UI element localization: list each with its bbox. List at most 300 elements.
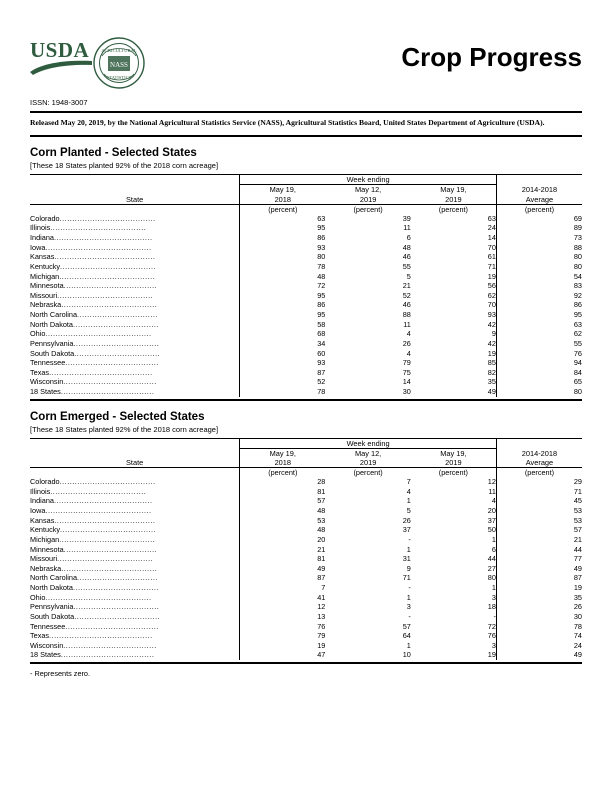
value-cell: 52 — [240, 377, 326, 387]
value-cell: 78 — [240, 262, 326, 272]
value-cell: 35 — [487, 377, 496, 387]
value-cell: 68 — [240, 329, 326, 339]
total-label: 18 States — [30, 387, 61, 396]
state-name-cell — [30, 310, 240, 320]
value-cell: 53 — [240, 516, 326, 526]
leader-dots: .......................................... — [45, 592, 152, 602]
value-cell: 14 — [487, 233, 496, 242]
value-cell: 4 — [406, 348, 411, 358]
state-name: Wisconsin — [30, 377, 64, 387]
table-row — [30, 358, 582, 368]
col-header-average — [496, 175, 582, 205]
value-cell: 64 — [402, 631, 411, 641]
leader-dots: .......................................... — [45, 242, 152, 252]
section-title: Corn Emerged - Selected States — [30, 410, 205, 423]
table-row — [30, 310, 582, 320]
table-row — [30, 506, 582, 516]
leader-dots: ..................................... — [60, 387, 155, 396]
value-cell: 30 — [496, 612, 582, 622]
svg-text:AGRICULTURAL: AGRICULTURAL — [101, 48, 137, 53]
state-name: Indiana — [30, 233, 54, 242]
svg-text:NASS: NASS — [110, 61, 128, 69]
state-name: Tennessee — [30, 621, 66, 631]
value-cell: 48 — [240, 525, 326, 535]
leader-dots: ..................................... — [63, 377, 157, 387]
state-name: Indiana — [30, 496, 54, 506]
value-cell: 55 — [402, 261, 411, 271]
table-row — [30, 602, 582, 612]
value-cell: 18 — [487, 602, 496, 612]
state-name: Missouri — [30, 554, 58, 564]
col-header-line2: 2019 — [359, 194, 377, 204]
value-cell: 72 — [487, 621, 496, 631]
value-cell: 93 — [487, 310, 496, 319]
value-cell: 93 — [240, 243, 326, 253]
leader-dots: .................................. — [73, 319, 159, 329]
table-row — [30, 545, 582, 555]
header-rule-bottom — [30, 135, 582, 137]
state-name-cell — [30, 291, 240, 301]
value-cell: 62 — [496, 329, 582, 339]
col-header-line2: 2019 — [359, 457, 377, 467]
svg-text:STATISTICS: STATISTICS — [106, 75, 132, 80]
value-cell: 1 — [491, 534, 496, 544]
state-name: Pennsylvania — [30, 338, 74, 348]
col-header-week-ending: Week ending — [240, 175, 497, 185]
leader-dots: ...................................... — [61, 563, 158, 573]
value-cell: 1 — [406, 592, 411, 602]
unit-row — [30, 204, 582, 214]
value-cell: 63 — [487, 213, 496, 223]
value-cell: 29 — [496, 477, 582, 487]
table-row — [30, 272, 582, 282]
col-header-line2: 2019 — [445, 194, 462, 204]
value-cell: 69 — [496, 214, 582, 224]
value-cell: 45 — [496, 496, 582, 506]
state-name: Michigan — [30, 271, 60, 281]
value-cell: 5 — [406, 506, 411, 515]
col-header-week-ending: Week ending — [240, 438, 497, 448]
table-rule-bottom — [30, 399, 582, 401]
table-row — [30, 214, 582, 224]
value-cell: 35 — [496, 593, 582, 603]
state-name-cell — [30, 573, 240, 583]
value-cell: 46 — [402, 300, 411, 310]
section-note: [These 18 States planted 92% of the 2018 corn acreage] — [30, 424, 219, 434]
state-name: Ohio — [30, 592, 46, 602]
footnote: - Represents zero. — [30, 669, 91, 678]
corn-emerged-total — [30, 650, 582, 660]
usda-swoosh-icon — [30, 60, 92, 76]
table-row — [30, 535, 582, 545]
total-value-cell: 47 — [240, 650, 326, 660]
state-name-cell — [30, 631, 240, 641]
leader-dots: ..................................... — [60, 650, 155, 660]
value-cell: 44 — [496, 545, 582, 555]
state-name-cell — [30, 583, 240, 593]
state-name-cell — [30, 243, 240, 253]
unit-blank — [30, 204, 240, 214]
state-name-cell — [30, 506, 240, 516]
corn-planted-table — [30, 174, 582, 396]
col-header-line1: May 19, — [269, 448, 296, 458]
state-name: Illinois — [30, 223, 51, 233]
value-cell: 42 — [487, 319, 496, 329]
col-header-state: State — [30, 175, 240, 205]
value-cell: 37 — [487, 515, 496, 525]
state-name: Colorado — [30, 477, 60, 487]
leader-dots: ...................................... — [59, 271, 156, 281]
value-cell: 71 — [402, 573, 411, 583]
value-cell: 3 — [491, 592, 496, 602]
value-cell: 70 — [487, 300, 496, 310]
leader-dots: .................................. — [73, 602, 160, 612]
table-row — [30, 573, 582, 583]
table-row — [30, 377, 582, 387]
state-name-cell — [30, 593, 240, 603]
state-name: Minnesota — [30, 544, 64, 554]
table-row — [30, 631, 582, 641]
value-cell: 95 — [496, 310, 582, 320]
value-cell: 80 — [496, 252, 582, 262]
col-header-line1: May 19, — [440, 185, 467, 195]
table-row — [30, 339, 582, 349]
value-cell: 79 — [240, 631, 326, 641]
total-value-cell: 19 — [487, 650, 496, 660]
value-cell: 41 — [240, 593, 326, 603]
average-line-1: 2014-2018 — [521, 448, 558, 458]
value-cell: 57 — [402, 621, 411, 631]
leader-dots: ......................................... — [49, 631, 153, 641]
value-cell: 26 — [402, 338, 411, 348]
state-name: Iowa — [30, 242, 46, 252]
state-name-cell — [30, 535, 240, 545]
value-cell: 24 — [496, 641, 582, 651]
table-row — [30, 641, 582, 651]
value-cell: 42 — [487, 338, 496, 348]
leader-dots: .................................. — [74, 348, 161, 358]
value-cell: 7 — [240, 583, 326, 593]
value-cell: 19 — [487, 348, 496, 358]
unit-cell: (percent) — [496, 204, 582, 214]
value-cell: 31 — [402, 554, 411, 564]
total-value-cell: 80 — [496, 387, 582, 397]
col-header-line2: 2018 — [274, 194, 292, 204]
value-cell: 74 — [496, 631, 582, 641]
value-cell: 28 — [240, 477, 326, 487]
unit-cell: (percent) — [438, 204, 468, 214]
state-name-cell — [30, 612, 240, 622]
col-header-average — [496, 438, 582, 468]
total-value-cell: 10 — [402, 650, 411, 660]
state-name-cell — [30, 477, 240, 487]
state-name-cell — [30, 641, 240, 651]
state-name-cell — [30, 545, 240, 555]
unit-row — [30, 468, 582, 478]
value-cell: 65 — [496, 377, 582, 387]
value-cell: 86 — [496, 300, 582, 310]
table-row — [30, 496, 582, 506]
value-cell: - — [408, 583, 411, 592]
value-cell: 76 — [496, 349, 582, 359]
unit-cell: (percent) — [240, 204, 326, 214]
unit-blank — [30, 468, 240, 478]
release-statement: Released May 20, 2019, by the National Agricultural Statistics Service (NASS), Agricultural Statistics Board, United States Department of Agriculture (USDA). — [30, 118, 545, 127]
leader-dots: ....................................... — [53, 233, 153, 242]
value-cell: 70 — [487, 242, 496, 252]
state-name-cell — [30, 368, 240, 378]
unit-cell: (percent) — [496, 468, 582, 478]
value-cell: 21 — [240, 545, 326, 555]
value-cell: 78 — [496, 622, 582, 632]
total-value-cell: 49 — [496, 650, 582, 660]
state-name: Kansas — [30, 252, 55, 262]
state-name: Texas — [30, 367, 50, 377]
state-name-cell — [30, 564, 240, 574]
value-cell: 80 — [240, 252, 326, 262]
value-cell: 84 — [496, 368, 582, 378]
value-cell: 50 — [487, 525, 496, 535]
value-cell: 20 — [487, 506, 496, 515]
value-cell: 88 — [402, 310, 411, 319]
unit-cell: (percent) — [240, 468, 326, 478]
state-name: Kansas — [30, 515, 55, 525]
table-row — [30, 291, 582, 301]
value-cell: 49 — [240, 564, 326, 574]
table-row — [30, 612, 582, 622]
value-cell: 19 — [240, 641, 326, 651]
value-cell: 27 — [487, 563, 496, 573]
state-name: Kentucky — [30, 525, 61, 535]
col-header-may19-2018 — [240, 185, 326, 205]
leader-dots: ...................................... — [59, 477, 156, 487]
table-row — [30, 233, 582, 243]
table-row — [30, 300, 582, 310]
state-name: North Dakota — [30, 583, 73, 592]
state-name-cell — [30, 300, 240, 310]
value-cell: 46 — [402, 252, 411, 262]
table-total-row — [30, 387, 582, 397]
nass-seal-icon — [92, 36, 146, 90]
leader-dots: ...................................... — [57, 554, 154, 564]
value-cell: 95 — [240, 291, 326, 301]
value-cell: 53 — [496, 506, 582, 516]
table-row — [30, 368, 582, 378]
table-row — [30, 583, 582, 593]
col-header-line1: May 19, — [440, 448, 467, 458]
value-cell: 81 — [240, 487, 326, 497]
state-name-cell — [30, 525, 240, 535]
col-header-line1: May 19, — [269, 185, 296, 195]
state-name-cell — [30, 516, 240, 526]
unit-cell: (percent) — [353, 204, 383, 214]
value-cell: 14 — [402, 377, 411, 387]
state-name: Wisconsin — [30, 640, 64, 650]
value-cell: 87 — [240, 573, 326, 583]
value-cell: 20 — [240, 535, 326, 545]
state-name: Pennsylvania — [30, 602, 74, 612]
value-cell: 1 — [406, 544, 411, 554]
state-name: Nebraska — [30, 300, 62, 310]
col-header-may19-2019 — [411, 185, 497, 205]
value-cell: 86 — [240, 300, 326, 310]
state-name: Kentucky — [30, 261, 61, 271]
state-name-cell — [30, 487, 240, 497]
state-name-cell — [30, 233, 240, 243]
average-line-2: Average — [525, 194, 554, 204]
table-row — [30, 349, 582, 359]
total-label-cell — [30, 650, 240, 660]
state-name: North Carolina — [30, 573, 78, 583]
leader-dots: ...................................... — [59, 534, 156, 544]
usda-wordmark: USDA — [30, 38, 90, 62]
value-cell: 54 — [496, 272, 582, 282]
value-cell: 6 — [491, 544, 496, 554]
value-cell: 82 — [487, 367, 496, 377]
table-row — [30, 593, 582, 603]
value-cell: 24 — [487, 223, 496, 233]
leader-dots: ..................................... — [63, 640, 157, 650]
average-line-1: 2014-2018 — [521, 185, 558, 195]
col-header-may12-2019 — [325, 185, 411, 205]
value-cell: 12 — [240, 602, 326, 612]
total-value-cell: 30 — [402, 387, 411, 396]
value-cell: 61 — [487, 252, 496, 262]
leader-dots: .................................. — [73, 338, 160, 348]
value-cell: 79 — [402, 358, 411, 368]
unit-cell: (percent) — [353, 468, 383, 478]
value-cell: 48 — [240, 272, 326, 282]
value-cell: 60 — [240, 349, 326, 359]
state-name-cell — [30, 349, 240, 359]
leader-dots: .......................................... — [45, 506, 152, 515]
state-name: Texas — [30, 631, 50, 641]
value-cell: 75 — [402, 367, 411, 377]
value-cell: 86 — [240, 233, 326, 243]
value-cell: 4 — [406, 486, 411, 496]
state-name: Tennessee — [30, 358, 66, 368]
corn-planted-total — [30, 387, 582, 397]
col-header-line2: 2018 — [274, 457, 292, 467]
value-cell: 92 — [496, 291, 582, 301]
leader-dots: .......................................... — [45, 329, 152, 339]
value-cell: 26 — [496, 602, 582, 612]
value-cell: 71 — [487, 261, 496, 271]
corn-planted-rows — [30, 214, 582, 387]
state-name: North Dakota — [30, 319, 73, 329]
value-cell: 12 — [487, 477, 496, 487]
leader-dots: ...................................... — [57, 290, 154, 300]
value-cell: 87 — [240, 368, 326, 378]
value-cell: 85 — [487, 358, 496, 368]
state-name: Ohio — [30, 329, 46, 339]
document-header — [30, 30, 582, 88]
leader-dots: ..................................... — [63, 281, 158, 291]
state-name: Illinois — [30, 486, 51, 496]
state-name: Colorado — [30, 213, 60, 223]
value-cell: 44 — [487, 554, 496, 564]
leader-dots: ......................................... — [49, 367, 153, 377]
value-cell: 73 — [496, 233, 582, 243]
total-value-cell: 78 — [240, 387, 326, 397]
col-header-line2: 2019 — [445, 457, 462, 467]
leader-dots: ...................................... — [59, 213, 156, 223]
value-cell: 1 — [406, 496, 411, 506]
value-cell: 48 — [402, 242, 411, 252]
state-name-cell — [30, 262, 240, 272]
value-cell: 49 — [496, 564, 582, 574]
table-row — [30, 525, 582, 535]
leader-dots: ....................................... — [53, 496, 153, 506]
value-cell: - — [408, 534, 411, 544]
col-header-line1: May 12, — [354, 185, 382, 195]
table-row — [30, 252, 582, 262]
value-cell: 39 — [402, 213, 411, 223]
state-name-cell — [30, 272, 240, 282]
table-row — [30, 281, 582, 291]
value-cell: 6 — [406, 233, 411, 242]
state-name-cell — [30, 554, 240, 564]
state-name: South Dakota — [30, 348, 75, 358]
value-cell: 88 — [496, 243, 582, 253]
value-cell: 72 — [240, 281, 326, 291]
leader-dots: ........................................ — [54, 515, 156, 525]
value-cell: 76 — [487, 631, 496, 641]
value-cell: 9 — [406, 563, 411, 573]
value-cell: 19 — [496, 583, 582, 593]
value-cell: 48 — [240, 506, 326, 516]
total-label: 18 States — [30, 650, 61, 660]
table-row — [30, 329, 582, 339]
table-row — [30, 477, 582, 487]
state-name-cell — [30, 339, 240, 349]
state-name-cell — [30, 252, 240, 262]
issn-text: ISSN: 1948-3007 — [30, 98, 88, 107]
value-cell: - — [408, 611, 411, 621]
value-cell: 9 — [491, 329, 496, 339]
table-row — [30, 243, 582, 253]
value-cell: 11 — [403, 223, 411, 233]
value-cell: 80 — [487, 573, 496, 583]
leader-dots: ...................................... — [60, 261, 157, 271]
section-corn-emerged — [30, 411, 582, 678]
value-cell: 63 — [496, 320, 582, 330]
state-name-cell — [30, 358, 240, 368]
value-cell: 11 — [403, 319, 411, 329]
value-cell: 80 — [496, 262, 582, 272]
value-cell: - — [493, 611, 496, 621]
leader-dots: ...................................... — [60, 525, 157, 535]
state-name: Minnesota — [30, 281, 64, 291]
leader-dots: ..................................... — [63, 544, 158, 554]
leader-dots: ..................................... — [65, 621, 159, 631]
leader-dots: ...................................... — [50, 223, 147, 233]
value-cell: 57 — [240, 496, 326, 506]
state-name: North Carolina — [30, 310, 78, 319]
table-row — [30, 622, 582, 632]
value-cell: 95 — [240, 310, 326, 320]
value-cell: 5 — [406, 271, 411, 281]
section-corn-planted — [30, 147, 582, 400]
value-cell: 1 — [491, 583, 496, 592]
col-header-may19-2019 — [411, 448, 497, 468]
leader-dots: ................................ — [77, 573, 158, 583]
state-name-cell — [30, 223, 240, 233]
total-value-cell: 49 — [487, 387, 496, 396]
value-cell: 21 — [402, 281, 411, 291]
state-name-cell — [30, 377, 240, 387]
corn-emerged-table — [30, 438, 582, 660]
